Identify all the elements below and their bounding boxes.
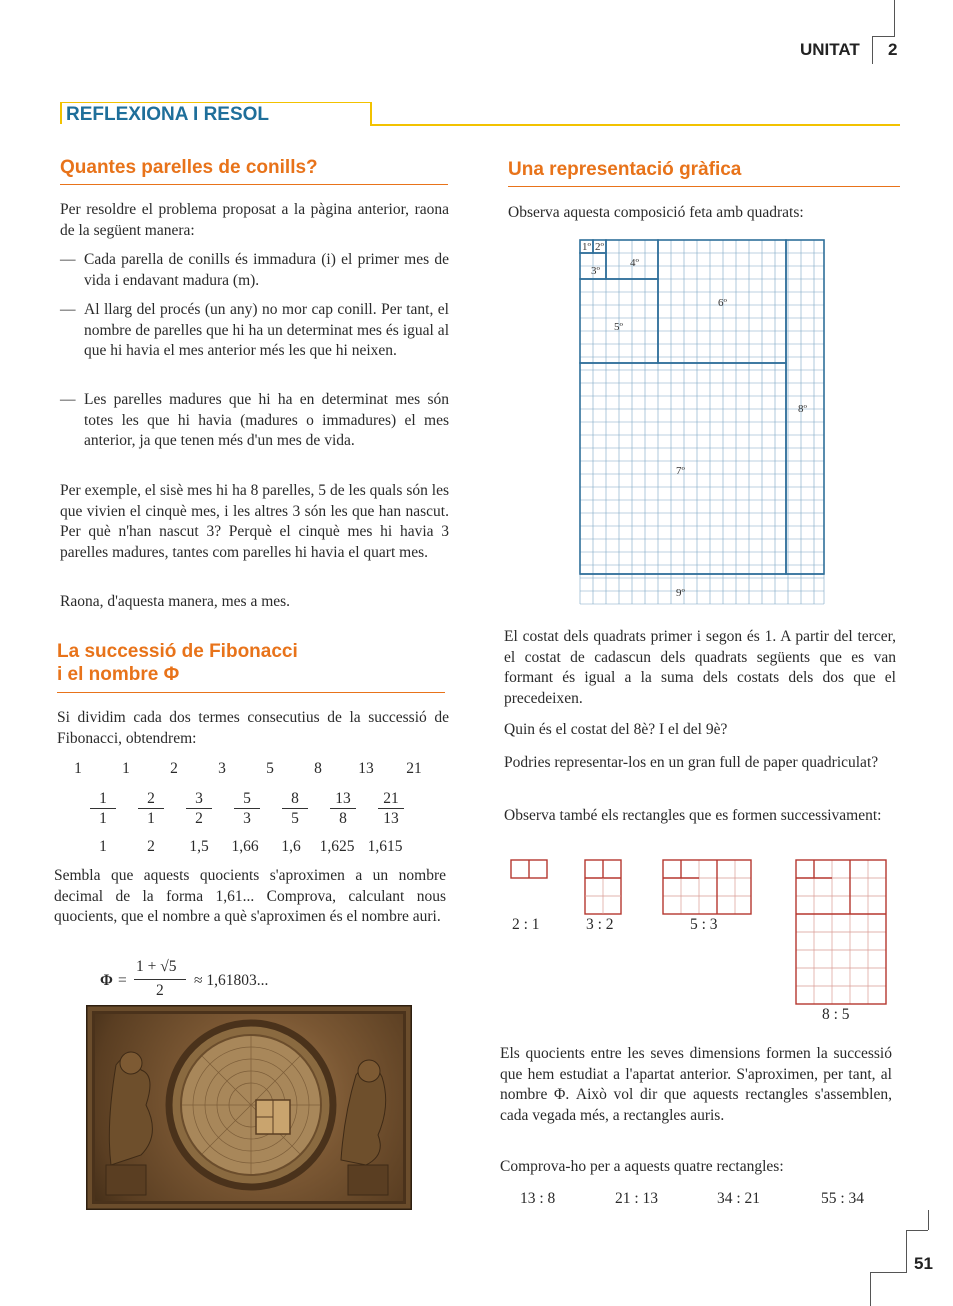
rabbits-example: Per exemple, el sisè mes hi ha 8 parelles, 5 de les quals són les que vivien el cinquè mes, i les altres 3 són les que han nascut. Per què n'han nascut 3? Perquè el cinquè mes hi havia 3 parelles madures, tantes com parelles hi havia el quart mes. [60,482,449,561]
page-corner-line-2 [906,1230,907,1272]
bullet-text: Cada parella de conills és immadura (i) el primer mes de vida i endavant madura (m). [84,251,449,289]
square-outlines [580,240,824,574]
graphic-title: Una representació gràfica [508,159,742,180]
page-corner-top [928,1210,929,1230]
square-label: 2º [595,241,604,253]
quotient: 1,615 [367,838,403,855]
fraction-numerator: 13 [335,790,351,807]
square-label: 9º [676,587,685,599]
fibonacci-title-line2: i el nombre Φ [57,664,180,685]
page-corner-line-1 [906,1230,928,1231]
square-label: 8º [798,403,807,415]
graphic-rule [508,186,900,187]
rabbits-bullet-1: — Cada parella de conills és immadura (i) el primer mes de vida i endavant madura (m). [60,250,449,291]
rabbits-title: Quantes parelles de conills? [60,157,318,178]
fraction-numerator: 5 [243,790,251,807]
quotient: 1,66 [231,838,259,855]
term: 1 [122,760,130,777]
fraction [330,790,356,827]
rect-label-5-3: 5 : 3 [690,916,718,933]
rabbits-rule [60,184,448,185]
quotient: 1 [99,838,107,855]
formula-bar [134,979,186,980]
square-label: 4º [630,257,639,269]
term: 5 [266,760,274,777]
fibonacci-title [57,640,298,686]
square-label: 6º [718,297,727,309]
square-label: 1º [582,241,591,253]
page-number: 51 [914,1254,933,1273]
section-banner [60,100,900,130]
bullet-text: Al llarg del procés (un any) no mor cap conill. Per tant, el nombre de parelles que hi ha un determinat mes és igual al que hi havia el mes anterior més les que hi neixen. [84,301,449,359]
formula-approx: ≈ 1,61803... [194,972,269,989]
square-label: 3º [591,265,600,277]
formula-denominator: 2 [156,982,164,999]
term: 3 [218,760,226,777]
square-label: 5º [614,321,623,333]
fraction-denominator: 2 [195,810,203,827]
fraction [234,790,260,827]
fraction [282,790,308,827]
unit-tab-top [872,36,894,37]
fraction [138,790,164,827]
unit-number: 2 [888,40,898,59]
fraction-denominator: 5 [291,810,299,827]
term: 8 [314,760,322,777]
rect-label-8-5: 8 : 5 [822,1006,850,1023]
quotient: 1,625 [319,838,355,855]
fraction-denominator: 3 [243,810,251,827]
quotient: 2 [147,838,155,855]
fraction-numerator: 2 [147,790,155,807]
fraction-denominator: 1 [99,810,107,827]
fraction-denominator: 8 [339,810,347,827]
fibonacci-terms [66,760,426,778]
term: 21 [406,760,422,777]
page-corner-line-3 [870,1272,907,1273]
fibonacci-intro: Si dividim cada dos termes consecutius de la successió de Fibonacci, obtendrem: [57,709,449,747]
banner-left-bar [60,102,62,124]
fraction-numerator: 3 [195,790,203,807]
banner-title: REFLEXIONA I RESOL [66,104,270,125]
fraction [378,790,404,827]
header [790,0,953,75]
banner-top-line [60,102,370,103]
graphic-intro: Observa aquesta composició feta amb quadrats: [508,204,804,221]
rabbits-bullet-2: — Al llarg del procés (un any) no mor cap conill. Per tant, el nombre de parelles que hi ha un determinat mes és igual al que hi havia el mes anterior més les que hi neixen. [60,300,449,362]
graphic-p5: Els quocients entre les seves dimensions formen la successió que hem estudiat a l'apartat anterior. S'aproximen, per tant, al nombre Φ. Això vol dir que aquests rectangles s'assemblen, cada vegada més, a rectangles auris. [500,1045,892,1124]
term: 13 [358,760,374,777]
formula-equals: = [118,972,127,989]
graphic-p1: El costat dels quadrats primer i segon és 1. A partir del tercer, el costat de cadascun dels quadrats següents que es van formant és igual a la suma dels costats dels dos que el precedeixen. [504,628,896,707]
bronze-relief-image [86,1005,412,1210]
graphic-p2: Quin és el costat del 8è? I el del 9è? [504,721,728,738]
term: 2 [170,760,178,777]
fraction [186,790,212,827]
relief-artwork [86,1005,412,1210]
banner-bottom-line [370,124,900,126]
rabbits-intro: Per resoldre el problema proposat a la pàgina anterior, raona de la següent manera: [60,201,449,239]
page-corner-line-4 [870,1272,871,1306]
fibonacci-fractions [90,790,404,827]
square-label: 7º [676,465,685,477]
rect-label-3-2: 3 : 2 [586,916,614,933]
graphic-p4: Observa també els rectangles que es formen successivament: [504,807,882,824]
graphic-p6: Comprova-ho per a aquests quatre rectangles: [500,1158,784,1175]
ratio: 21 : 13 [615,1190,659,1207]
formula-numerator: 1 + √5 [136,958,177,975]
fibonacci-rule [57,692,445,693]
fraction-numerator: 8 [291,790,299,807]
ratio: 13 : 8 [520,1190,556,1207]
rabbits-bullet-3: — Les parelles madures que hi ha en determinat mes són totes les que hi havia (madures o immadures) el mes anterior, ja que tenen més d'un mes de vida. [60,390,449,452]
fibonacci-paragraph: Sembla que aquests quocients s'aproximen a un nombre decimal de la forma 1,61... Comprova, calculant nous quocients, que el nombre a què s'aproximen és el nombre auri. [54,867,446,925]
fraction-numerator: 21 [383,790,399,807]
rect-5-3 [663,860,751,914]
unit-tab-vertical [894,0,895,37]
rect-label-2-1: 2 : 1 [512,916,540,933]
phi-symbol: Φ [100,972,113,989]
fraction-numerator: 1 [99,790,107,807]
quotient: 1,5 [189,838,209,855]
unit-tab-line [872,36,873,64]
grid-lines [580,240,824,604]
fibonacci-title-line1: La successió de Fibonacci [57,641,298,662]
ratio: 55 : 34 [821,1190,865,1207]
fraction [90,790,116,827]
bullet-text: Les parelles madures que hi ha en determinat mes són totes les que hi havia (madures o immadures) el mes anterior, ja que tenen més d'un mes de vida. [84,391,449,449]
rabbits-closing: Raona, d'aquesta manera, mes a mes. [60,593,291,610]
ratio-list [520,1190,881,1208]
fibonacci-quotients [90,838,408,856]
fraction-denominator: 13 [383,810,399,827]
ratio: 34 : 21 [717,1190,761,1207]
unit-label: UNITAT [800,40,860,59]
quotient: 1,6 [281,838,301,855]
fibonacci-squares-figure [572,234,832,610]
graphic-p3: Podries representar-los en un gran full de paper quadriculat? [504,754,879,771]
term: 1 [74,760,82,777]
banner-right-bar [370,102,372,124]
fraction-denominator: 1 [147,810,155,827]
phi-formula [100,958,300,1002]
